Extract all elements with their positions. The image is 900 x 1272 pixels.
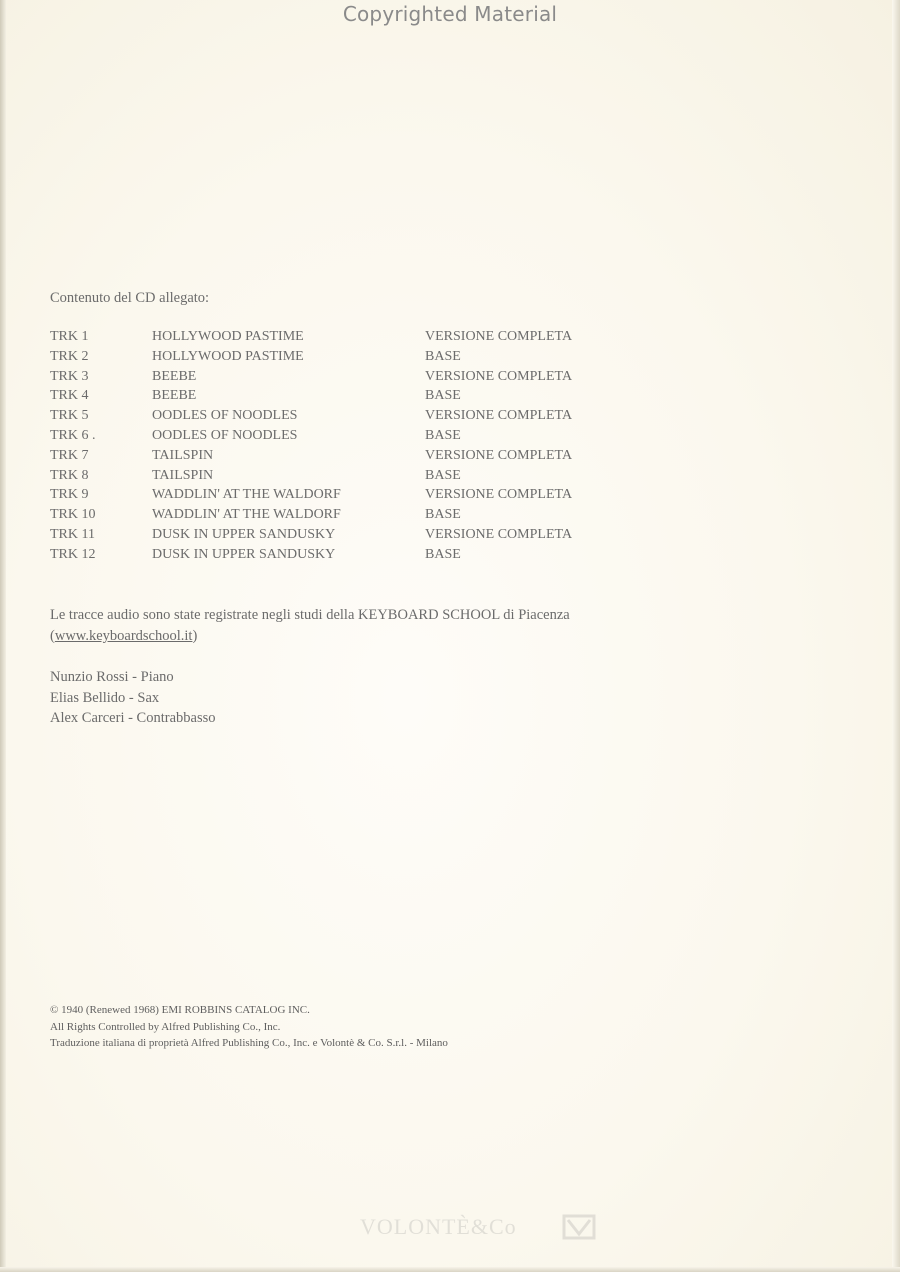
recording-note: [50, 605, 570, 647]
track-version: VERSIONE COMPLETA: [425, 368, 573, 384]
volonte-logo-icon: [560, 1212, 600, 1242]
track-title: TAILSPIN: [152, 467, 214, 483]
track-number: TRK 7: [50, 447, 89, 463]
track-title: BEEBE: [152, 368, 197, 384]
performer-item: Elias Bellido - Sax: [50, 689, 160, 706]
track-version: VERSIONE COMPLETA: [425, 447, 573, 463]
rights-line: All Rights Controlled by Alfred Publishing Co., Inc.: [50, 1020, 281, 1033]
page-edge-right: [892, 0, 900, 1272]
track-title: WADDLIN' AT THE WALDORF: [152, 507, 341, 523]
track-number: TRK 6 .: [50, 427, 96, 443]
page-edge-bottom: [0, 1267, 900, 1272]
keyboard-school-link[interactable]: www.keyboardschool.it: [54, 628, 193, 644]
track-version: BASE: [425, 388, 461, 404]
copyright-watermark: Copyrighted Material: [342, 2, 558, 26]
track-title: BEEBE: [152, 388, 197, 404]
track-title: WADDLIN' AT THE WALDORF: [152, 487, 341, 503]
track-version: VERSIONE COMPLETA: [425, 487, 573, 503]
track-number: TRK 4: [50, 388, 89, 404]
track-number: TRK 5: [50, 408, 89, 424]
performers-list: [50, 667, 216, 729]
track-version: BASE: [425, 507, 461, 523]
track-number: TRK 8: [50, 467, 89, 483]
publisher-logo: [360, 1212, 610, 1242]
track-title: DUSK IN UPPER SANDUSKY: [152, 526, 336, 542]
track-title: DUSK IN UPPER SANDUSKY: [152, 546, 336, 562]
track-title: TAILSPIN: [152, 447, 214, 463]
track-number: TRK 11: [50, 526, 95, 542]
page-edge-left: [0, 0, 6, 1272]
track-number: TRK 1: [50, 329, 89, 344]
copyright-notice: [50, 1002, 448, 1052]
url-close-paren: ): [192, 628, 198, 644]
performer-item: Nunzio Rossi - Piano: [50, 669, 174, 685]
track-title: HOLLYWOOD PASTIME: [152, 329, 304, 344]
track-version: BASE: [425, 546, 461, 562]
performer-item: Alex Carceri - Contrabbasso: [50, 710, 216, 726]
track-number: TRK 10: [50, 507, 96, 523]
track-number: TRK 9: [50, 487, 89, 503]
track-version: BASE: [425, 348, 461, 364]
track-number: TRK 3: [50, 368, 89, 384]
track-title: OODLES OF NOODLES: [152, 408, 298, 424]
track-title: OODLES OF NOODLES: [152, 427, 298, 443]
copyright-line: © 1940 (Renewed 1968) EMI ROBBINS CATALOG INC.: [50, 1004, 310, 1016]
translation-rights-line: Traduzione italiana di proprietà Alfred Publishing Co., Inc. e Volontè & Co. S.r.l. - Milano: [50, 1037, 448, 1049]
track-title: HOLLYWOOD PASTIME: [152, 348, 304, 364]
track-number: TRK 12: [50, 546, 96, 562]
publisher-logo-text: VOLONTÈ&Co: [360, 1214, 517, 1239]
track-number: TRK 2: [50, 348, 89, 364]
recording-url-line: [50, 626, 570, 647]
cd-contents-heading: Contenuto del CD allegato:: [50, 290, 210, 306]
url-open-paren: (: [50, 628, 55, 644]
recording-note-text: Le tracce audio sono state registrate negli studi della KEYBOARD SCHOOL di Piacenza: [50, 607, 570, 623]
track-version: VERSIONE COMPLETA: [425, 408, 573, 424]
track-version: BASE: [425, 427, 461, 443]
track-version: VERSIONE COMPLETA: [425, 526, 573, 542]
track-version: BASE: [425, 467, 461, 483]
track-version: VERSIONE COMPLETA: [425, 329, 573, 344]
